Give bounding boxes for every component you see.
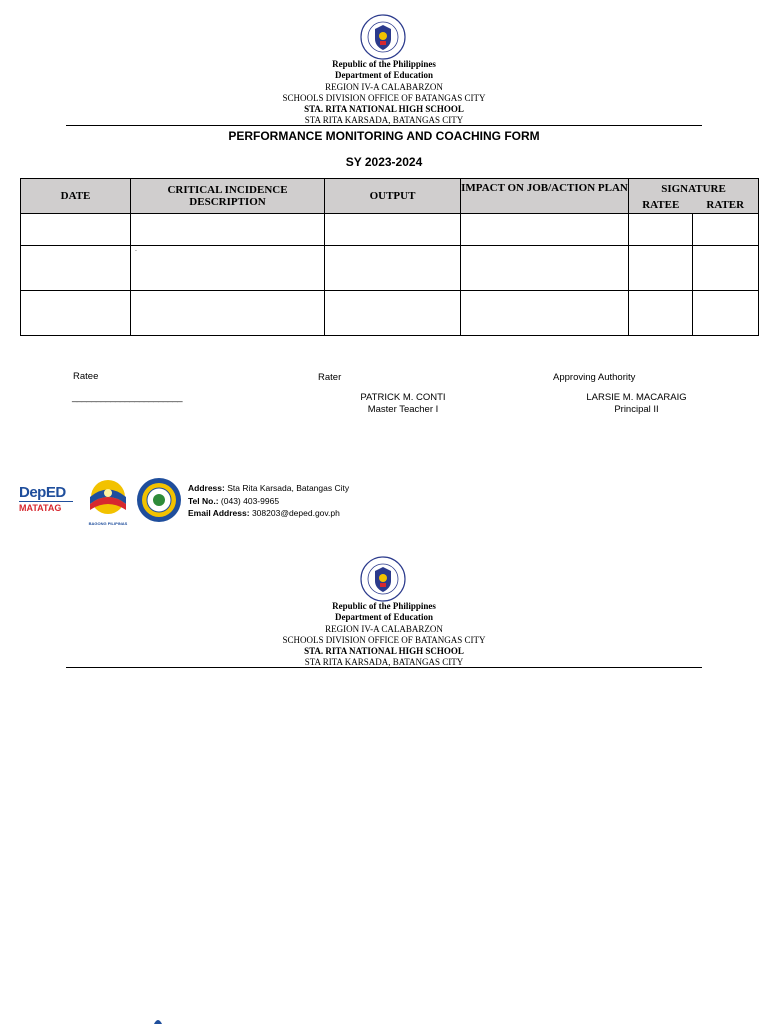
table-cell[interactable] [21,246,131,291]
header-divider [66,667,702,668]
header-school: STA. RITA NATIONAL HIGH SCHOOL [304,646,464,657]
rater-label: Rater [318,372,342,383]
header-region: REGION IV-A CALABARZON [325,623,443,634]
header-division: SCHOOLS DIVISION OFFICE OF BATANGAS CITY [282,92,486,103]
rater-position: Master Teacher I [367,404,439,415]
header-country: Republic of the Philippines [332,601,436,611]
footer-tel: (043) 403-9965 [220,495,280,506]
bagong-pilipinas-logo [84,478,132,524]
table-row [21,214,759,246]
table-cell[interactable] [629,291,693,336]
footer-address: Sta Rita Karsada, Batangas City [227,483,350,493]
deped-logo-text: DepED [19,484,66,501]
bagong-pilipinas-caption: BAGONG PILIPINAS [88,521,128,526]
header-division: SCHOOLS DIVISION OFFICE OF BATANGAS CITY [282,634,486,645]
deped-matatag-logo [19,484,73,522]
deped-seal-logo [360,556,406,602]
table-cell[interactable] [693,291,759,336]
column-header-impact: IMPACT ON JOB/ACTION PLAN [461,179,629,214]
partial-logo-icon [148,1016,168,1024]
table-cell[interactable] [693,214,759,246]
ratee-label: Ratee [73,371,99,382]
table-cell[interactable] [325,214,461,246]
bagong-pilipinas-emblem-icon [84,478,132,516]
column-header-output: OUTPUT [325,179,461,214]
column-header-rater: RATER [693,197,759,213]
table-cell[interactable] [21,291,131,336]
form-title: PERFORMANCE MONITORING AND COACHING FORM [228,129,540,143]
rater-name: PATRICK M. CONTI [360,392,446,403]
ratee-signature-line: _______________________ [72,392,183,403]
table-row [21,291,759,336]
header-school: STA. RITA NATIONAL HIGH SCHOOL [304,104,464,115]
table-cell[interactable] [629,246,693,291]
column-header-ratee: RATEE [629,197,693,213]
header-divider [66,125,702,126]
approver-name: LARSIE M. MACARAIG [586,392,687,403]
header-region: REGION IV-A CALABARZON [325,81,443,92]
footer-tel-line [188,495,349,508]
letterhead [0,59,768,127]
school-year: SY 2023-2024 [345,155,423,169]
approver-position: Principal II [614,404,659,415]
approver-label: Approving Authority [553,372,636,383]
table-cell[interactable]: . [131,246,325,291]
footer-tel-label: Tel No.: [188,495,219,506]
monitoring-table [20,178,759,336]
table-cell[interactable] [131,291,325,336]
footer-contact [188,482,349,520]
matatag-logo-text: MATATAG [19,501,73,514]
footer-email-line [188,507,349,520]
footer-address-label: Address: [188,483,225,493]
school-seal-logo [136,477,182,523]
table-row [21,246,759,291]
footer-email: 308203@deped.gov.ph [251,508,340,518]
footer-address-line [188,482,349,495]
header-country: Republic of the Philippines [332,59,436,69]
table-cell[interactable] [461,214,629,246]
footer-email-label: Email Address: [188,508,250,518]
letterhead [0,601,768,669]
table-cell[interactable] [461,246,629,291]
header-address: STA RITA KARSADA, BATANGAS CITY [304,657,464,668]
table-cell[interactable] [325,246,461,291]
header-department: Department of Education [335,70,433,81]
table-cell[interactable] [693,246,759,291]
column-header-critical-incidence: CRITICAL INCIDENCE DESCRIPTION [131,179,325,214]
table-cell[interactable] [629,214,693,246]
header-address: STA RITA KARSADA, BATANGAS CITY [304,115,464,126]
table-cell[interactable] [21,214,131,246]
column-header-date: DATE [21,179,131,214]
table-cell[interactable] [325,291,461,336]
deped-seal-logo [360,14,406,60]
table-cell[interactable] [461,291,629,336]
table-cell[interactable] [131,214,325,246]
column-header-signature: SIGNATURE [629,179,759,198]
header-department: Department of Education [335,612,433,623]
